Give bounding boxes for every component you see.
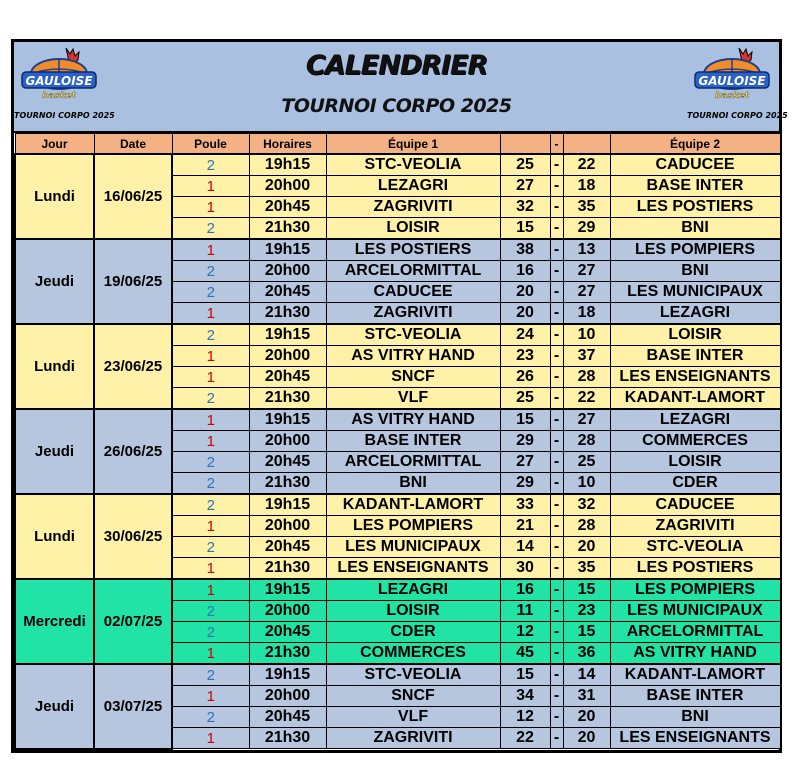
team1-cell: VLF [326,707,500,728]
team2-cell: BNI [610,218,780,240]
team1-cell: CDER [326,622,500,643]
poule-cell: 1 [172,239,249,261]
score2-cell: 10 [563,473,610,495]
score2-cell: 13 [563,239,610,261]
team1-cell: ZAGRIVITI [326,197,500,218]
score-separator: - [550,707,563,728]
team1-cell: AS VITRY HAND [326,409,500,431]
team2-cell: CDER [610,473,780,495]
col-header-horaires: Horaires [249,134,326,155]
time-cell: 19h15 [249,664,326,686]
time-cell: 20h00 [249,176,326,197]
score2-cell: 31 [563,686,610,707]
time-cell: 20h00 [249,686,326,707]
poule-cell: 2 [172,261,249,282]
rooster-basketball-icon [687,44,777,114]
time-cell: 20h00 [249,431,326,452]
time-cell: 19h15 [249,579,326,601]
team1-cell: BNI [326,473,500,495]
score-separator: - [550,686,563,707]
time-cell: 20h45 [249,367,326,388]
score1-cell: 12 [500,622,550,643]
poule-cell: 2 [172,707,249,728]
score1-cell: 26 [500,367,550,388]
score-separator: - [550,431,563,452]
time-cell: 21h30 [249,388,326,410]
team1-cell: LES POSTIERS [326,239,500,261]
score-separator: - [550,303,563,325]
score-separator: - [550,261,563,282]
time-cell: 20h00 [249,261,326,282]
time-cell: 19h15 [249,239,326,261]
poule-cell: 1 [172,728,249,749]
score-separator: - [550,367,563,388]
poule-cell: 2 [172,282,249,303]
score2-cell: 20 [563,728,610,749]
score2-cell: 29 [563,218,610,240]
svg-text:GAULOISE: GAULOISE [25,74,93,88]
time-cell: 19h15 [249,324,326,346]
score2-cell: 35 [563,197,610,218]
score-separator: - [550,473,563,495]
score-separator: - [550,154,563,176]
poule-cell: 1 [172,197,249,218]
time-cell: 20h45 [249,537,326,558]
time-cell: 21h30 [249,303,326,325]
score1-cell: 22 [500,728,550,749]
day-cell: Jeudi [15,664,94,749]
col-header-score1 [500,134,550,155]
logo-caption: TOURNOI CORPO 2025 [14,111,115,120]
score2-cell: 18 [563,303,610,325]
score-separator: - [550,452,563,473]
team2-cell: LOISIR [610,452,780,473]
score2-cell: 27 [563,261,610,282]
schedule-table [14,133,781,750]
team1-cell: SNCF [326,686,500,707]
score-separator: - [550,324,563,346]
score1-cell: 15 [500,664,550,686]
score-separator: - [550,579,563,601]
score1-cell: 11 [500,601,550,622]
score2-cell: 28 [563,516,610,537]
score2-cell: 32 [563,494,610,516]
score-separator: - [550,643,563,665]
team1-cell: LES ENSEIGNANTS [326,558,500,580]
poule-cell: 2 [172,388,249,410]
poule-cell: 1 [172,558,249,580]
team1-cell: LES MUNICIPAUX [326,537,500,558]
score2-cell: 15 [563,579,610,601]
score-separator: - [550,537,563,558]
team1-cell: LOISIR [326,601,500,622]
score-separator: - [550,494,563,516]
svg-text:GAULOISE: GAULOISE [698,74,766,88]
schedule-body [15,154,780,749]
score-separator: - [550,176,563,197]
col-header-equipe1: Équipe 1 [326,134,500,155]
logo-caption: TOURNOI CORPO 2025 [687,111,788,120]
score1-cell: 21 [500,516,550,537]
poule-cell: 1 [172,686,249,707]
page-subtitle: TOURNOI CORPO 2025 [281,95,512,117]
score1-cell: 45 [500,643,550,665]
time-cell: 20h00 [249,346,326,367]
team2-cell: LES ENSEIGNANTS [610,728,780,749]
team2-cell: LES POSTIERS [610,197,780,218]
score2-cell: 25 [563,452,610,473]
score-separator: - [550,622,563,643]
date-cell: 26/06/25 [94,409,172,494]
team2-cell: LES POMPIERS [610,239,780,261]
day-cell: Jeudi [15,239,94,324]
poule-cell: 2 [172,664,249,686]
col-header-poule: Poule [172,134,249,155]
team2-cell: AS VITRY HAND [610,643,780,665]
time-cell: 20h45 [249,282,326,303]
score2-cell: 18 [563,176,610,197]
score-separator: - [550,346,563,367]
score2-cell: 15 [563,622,610,643]
date-cell: 02/07/25 [94,579,172,664]
time-cell: 19h15 [249,154,326,176]
team2-cell: LES POMPIERS [610,579,780,601]
team2-cell: ZAGRIVITI [610,516,780,537]
poule-cell: 2 [172,601,249,622]
score-separator: - [550,197,563,218]
score2-cell: 14 [563,664,610,686]
svg-text:basket: basket [42,91,76,101]
team2-cell: ARCELORMITTAL [610,622,780,643]
col-header-score2 [563,134,610,155]
time-cell: 19h15 [249,409,326,431]
score1-cell: 20 [500,303,550,325]
team1-cell: STC-VEOLIA [326,324,500,346]
team2-cell: BASE INTER [610,686,780,707]
team1-cell: COMMERCES [326,643,500,665]
date-cell: 16/06/25 [94,154,172,239]
team2-cell: BNI [610,261,780,282]
day-cell: Lundi [15,324,94,409]
poule-cell: 1 [172,176,249,197]
poule-cell: 2 [172,473,249,495]
score2-cell: 22 [563,154,610,176]
score1-cell: 29 [500,473,550,495]
team1-cell: ARCELORMITTAL [326,452,500,473]
team1-cell: VLF [326,388,500,410]
score1-cell: 15 [500,409,550,431]
poule-cell: 1 [172,643,249,665]
team2-cell: LES ENSEIGNANTS [610,367,780,388]
poule-cell: 1 [172,579,249,601]
score1-cell: 27 [500,176,550,197]
score1-cell: 27 [500,452,550,473]
time-cell: 20h00 [249,516,326,537]
time-cell: 20h45 [249,622,326,643]
score2-cell: 36 [563,643,610,665]
poule-cell: 1 [172,409,249,431]
score2-cell: 27 [563,409,610,431]
score2-cell: 35 [563,558,610,580]
score1-cell: 12 [500,707,550,728]
team2-cell: BASE INTER [610,346,780,367]
day-cell: Lundi [15,154,94,239]
time-cell: 21h30 [249,728,326,749]
poule-cell: 2 [172,218,249,240]
score1-cell: 33 [500,494,550,516]
date-cell: 30/06/25 [94,494,172,579]
date-cell: 19/06/25 [94,239,172,324]
team2-cell: KADANT-LAMORT [610,664,780,686]
score-separator: - [550,388,563,410]
team1-cell: LES POMPIERS [326,516,500,537]
score-separator: - [550,516,563,537]
time-cell: 21h30 [249,473,326,495]
poule-cell: 2 [172,622,249,643]
column-header-row [15,134,780,155]
team1-cell: KADANT-LAMORT [326,494,500,516]
team2-cell: LES MUNICIPAUX [610,282,780,303]
score1-cell: 29 [500,431,550,452]
score1-cell: 32 [500,197,550,218]
poule-cell: 2 [172,452,249,473]
score-separator: - [550,558,563,580]
poule-cell: 1 [172,516,249,537]
score-separator: - [550,601,563,622]
team2-cell: BASE INTER [610,176,780,197]
poule-cell: 2 [172,494,249,516]
team2-cell: CADUCEE [610,494,780,516]
team1-cell: ZAGRIVITI [326,728,500,749]
score2-cell: 37 [563,346,610,367]
day-cell: Lundi [15,494,94,579]
club-logo-right [687,44,788,124]
team2-cell: KADANT-LAMORT [610,388,780,410]
team2-cell: LEZAGRI [610,303,780,325]
score2-cell: 27 [563,282,610,303]
poule-cell: 2 [172,537,249,558]
calendar-sheet [11,39,788,753]
score2-cell: 20 [563,537,610,558]
poule-cell: 2 [172,324,249,346]
team2-cell: LOISIR [610,324,780,346]
day-cell: Mercredi [15,579,94,664]
score2-cell: 23 [563,601,610,622]
score1-cell: 34 [500,686,550,707]
team1-cell: LOISIR [326,218,500,240]
page-title: CALENDRIER [305,50,488,81]
team1-cell: AS VITRY HAND [326,346,500,367]
score1-cell: 16 [500,261,550,282]
match-row [15,324,780,346]
score1-cell: 24 [500,324,550,346]
score-separator: - [550,664,563,686]
score2-cell: 22 [563,388,610,410]
poule-cell: 1 [172,431,249,452]
time-cell: 21h30 [249,218,326,240]
score2-cell: 28 [563,367,610,388]
time-cell: 20h00 [249,601,326,622]
score1-cell: 16 [500,579,550,601]
team2-cell: LES MUNICIPAUX [610,601,780,622]
time-cell: 21h30 [249,643,326,665]
col-header-separator: - [550,134,563,155]
score2-cell: 10 [563,324,610,346]
team1-cell: SNCF [326,367,500,388]
col-header-jour: Jour [15,134,94,155]
team2-cell: CADUCEE [610,154,780,176]
date-cell: 03/07/25 [94,664,172,749]
team1-cell: LEZAGRI [326,176,500,197]
match-row [15,154,780,176]
team2-cell: BNI [610,707,780,728]
date-cell: 23/06/25 [94,324,172,409]
time-cell: 19h15 [249,494,326,516]
score1-cell: 38 [500,239,550,261]
time-cell: 20h45 [249,452,326,473]
time-cell: 20h45 [249,197,326,218]
svg-text:basket: basket [715,91,749,101]
team1-cell: ZAGRIVITI [326,303,500,325]
team1-cell: STC-VEOLIA [326,154,500,176]
time-cell: 20h45 [249,707,326,728]
score2-cell: 20 [563,707,610,728]
team2-cell: COMMERCES [610,431,780,452]
score2-cell: 28 [563,431,610,452]
poule-cell: 2 [172,154,249,176]
team1-cell: STC-VEOLIA [326,664,500,686]
team1-cell: BASE INTER [326,431,500,452]
col-header-date: Date [94,134,172,155]
score-separator: - [550,239,563,261]
col-header-equipe2: Équipe 2 [610,134,780,155]
team2-cell: STC-VEOLIA [610,537,780,558]
team2-cell: LES POSTIERS [610,558,780,580]
team1-cell: ARCELORMITTAL [326,261,500,282]
poule-cell: 1 [172,346,249,367]
match-row [15,239,780,261]
score1-cell: 20 [500,282,550,303]
poule-cell: 1 [172,303,249,325]
match-row [15,664,780,686]
score1-cell: 25 [500,388,550,410]
team2-cell: LEZAGRI [610,409,780,431]
score1-cell: 30 [500,558,550,580]
score-separator: - [550,409,563,431]
score-separator: - [550,728,563,749]
score-separator: - [550,282,563,303]
match-row [15,494,780,516]
team1-cell: CADUCEE [326,282,500,303]
team1-cell: LEZAGRI [326,579,500,601]
score-separator: - [550,218,563,240]
match-row [15,579,780,601]
score1-cell: 15 [500,218,550,240]
match-row [15,409,780,431]
score1-cell: 25 [500,154,550,176]
score1-cell: 14 [500,537,550,558]
day-cell: Jeudi [15,409,94,494]
score1-cell: 23 [500,346,550,367]
time-cell: 21h30 [249,558,326,580]
poule-cell: 1 [172,367,249,388]
header-banner [14,42,788,133]
